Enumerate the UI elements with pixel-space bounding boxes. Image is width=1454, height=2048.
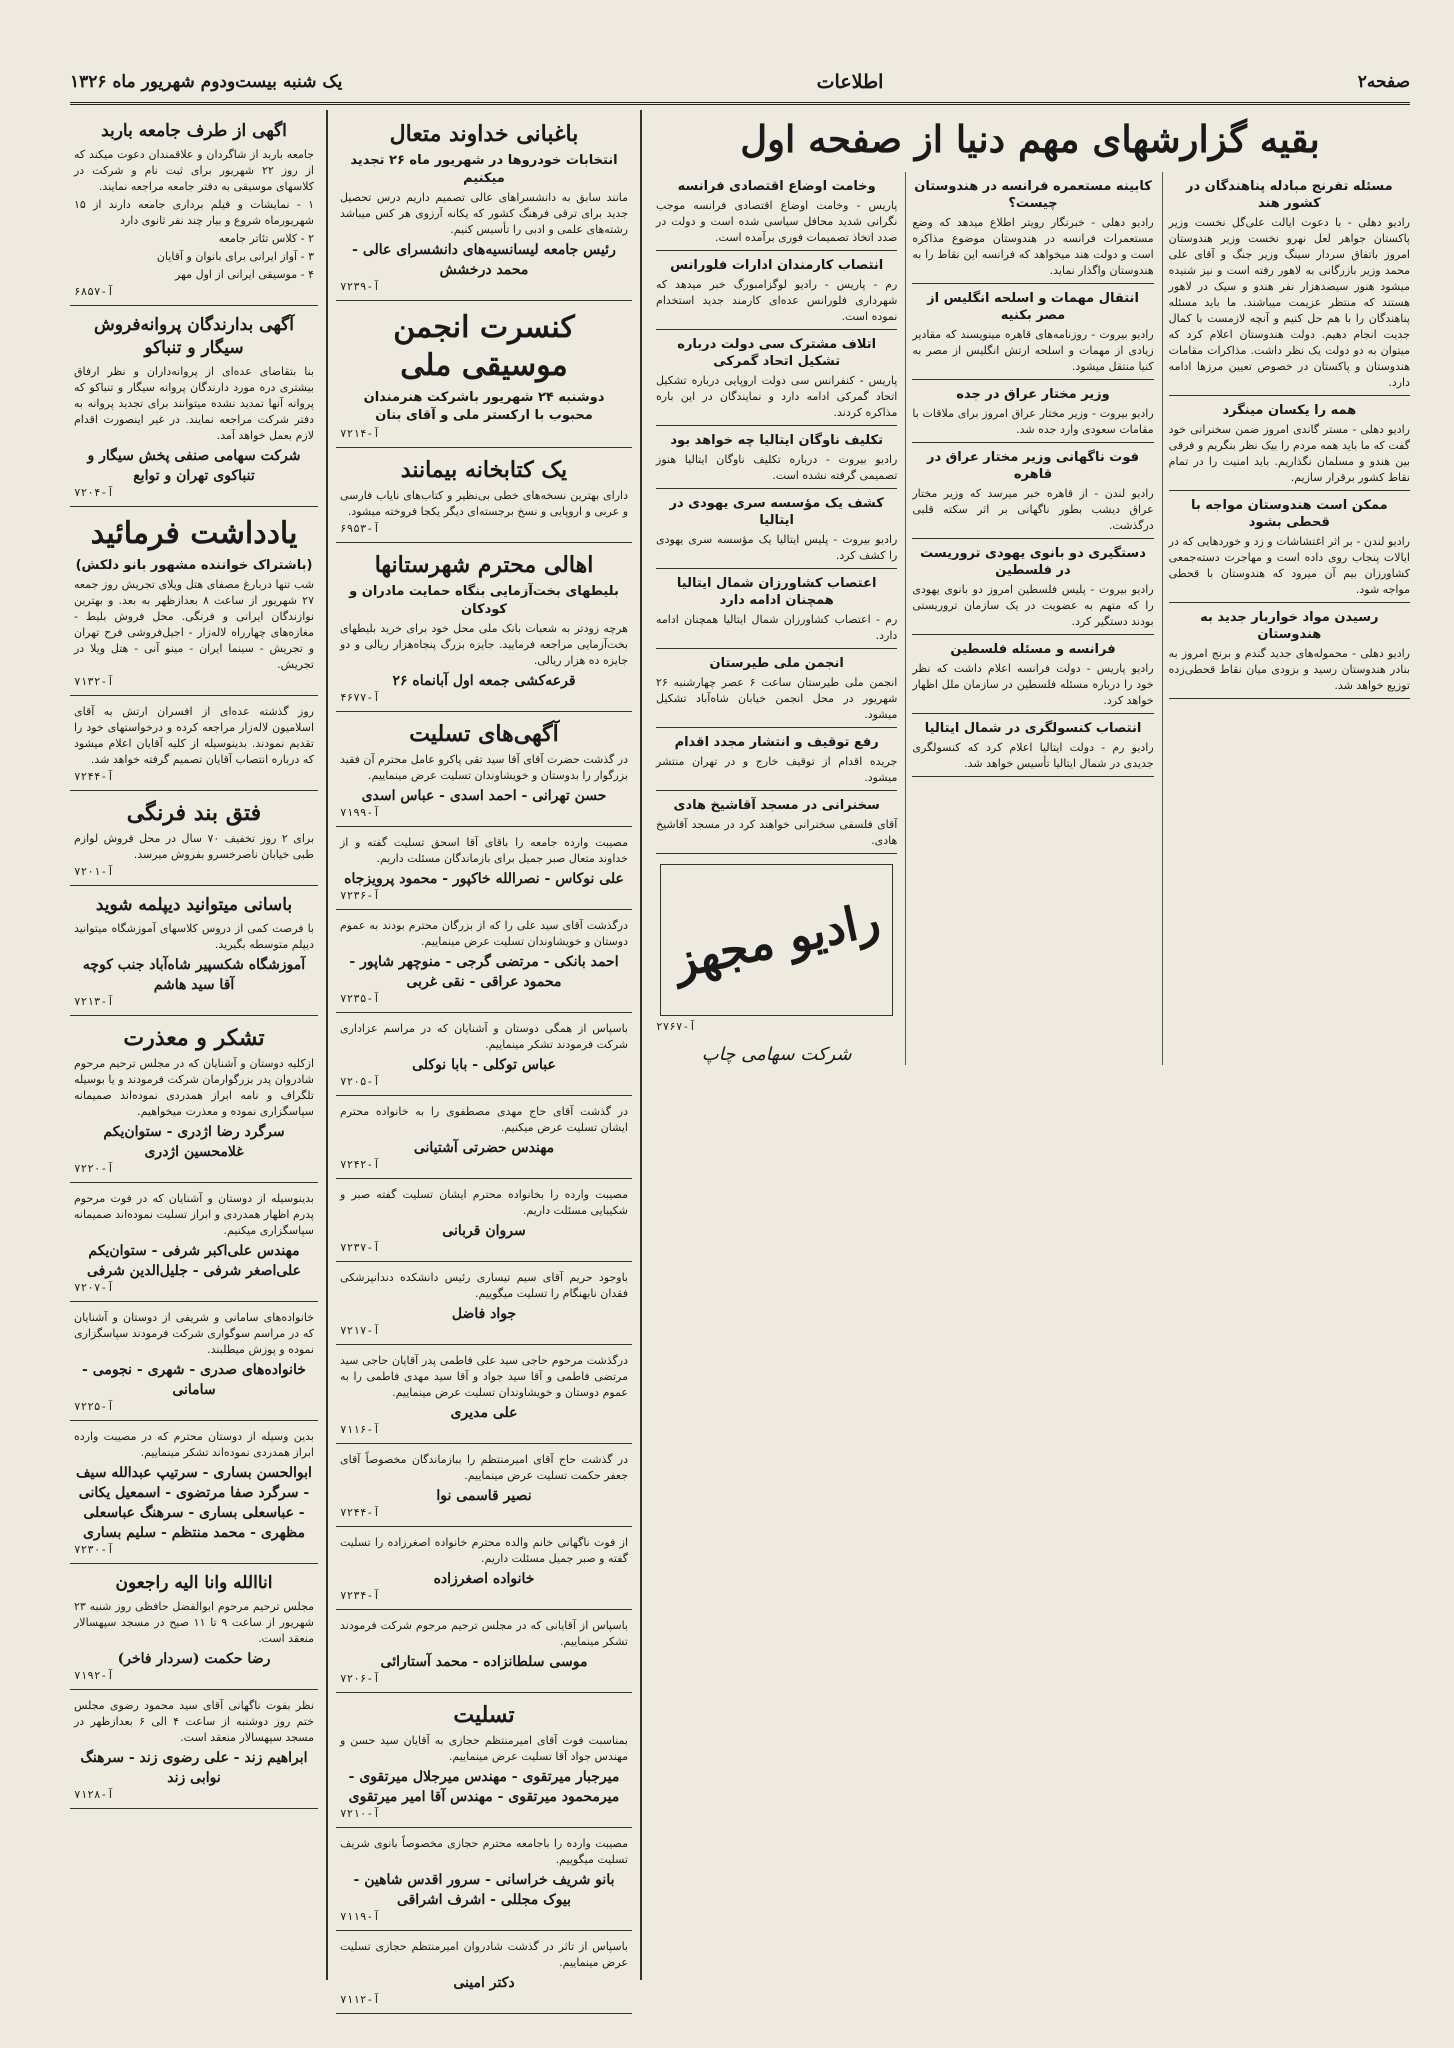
newspaper-name: اطلاعات xyxy=(816,71,884,93)
news-item-body: رادیو لندن - از قاهره خبر میرسد که وزیر مختار عراق دیشب بطور ناگهانی بر اثر سکته قلبی درگذشت. xyxy=(912,487,1154,532)
ad-subtitle: انتخابات خودروها در شهریور ماه ۲۶ تجدید میکنیم xyxy=(350,153,618,186)
news-column-b xyxy=(905,172,1153,1065)
news-column-c xyxy=(650,172,897,1065)
news-item-body: آقای فلسفی سخنرانی خواهند کرد در مسجد آقاشیخ هادی. xyxy=(656,818,898,847)
ad-signature: میرجبار میرتقوی - مهندس میرجلال میرتقوی - میرمحمود میرتقوی - مهندس آقا امیر میرتقوی xyxy=(348,1769,620,1805)
news-item-body: رادیو پاریس - دولت فرانسه اعلام داشت که نظر خود را درباره مسئله فلسطین در سازمان ملل اظهار خواهد کرد. xyxy=(912,662,1154,707)
ad-list-item: ۲ - کلاس تئاتر جامعه xyxy=(218,232,314,245)
news-item-title: رسیدن مواد خواربار جدید به هندوستان xyxy=(1200,610,1379,642)
ad-text: نظر بفوت ناگهانی آقای سید محمود رضوی مجلس ختم روز دوشنبه از ساعت ۴ الی ۶ بعدازظهر در مسجد سپهسالار منعقد است. xyxy=(74,1699,315,1744)
news-item-title: وخامت اوضاع اقتصادی فرانسه xyxy=(677,179,876,194)
ad-code: آ-۷۱۱۲ xyxy=(340,1993,380,2006)
news-item-title: فوت ناگهانی وزیر مختار عراق در قاهره xyxy=(927,450,1139,482)
ad-text: مصیبت وارده را بخانواده محترم ایشان تسلیت گفته صبر و شکیبایی مسئلت داریم. xyxy=(340,1188,628,1217)
news-column-a xyxy=(1162,172,1410,1065)
ad-text: بدین وسیله از دوستان محترم که در مصیبت وارده ابراز همدردی نموده‌اند تشکر مینماییم. xyxy=(74,1430,314,1459)
issue-date: یک شنبه بیست‌ودوم شهریور ماه ۱۳۲۶ xyxy=(70,72,343,92)
ad-text: با فرصت کمی از دروس کلاسهای آموزشگاه میتوانید دیپلم متوسطه بگیرید. xyxy=(74,922,314,951)
ad-text: ازکلیه دوستان و آشنایان که در مجلس ترحیم مرحوم شادروان پدر بزرگوارمان شرکت فرمودند و یا بوسیله تلگراف و نامه ابراز همدردی نموده‌اند صمیمانه سپاسگزاری نموده و معذرت میخواهیم. xyxy=(74,1057,314,1118)
ad-text: مجلس ترحیم مرحوم ابوالفضل حافظی روز شنبه ۲۳ شهریور از ساعت ۹ تا ۱۱ صبح در مسجد سپهسالار منعقد است. xyxy=(74,1600,314,1645)
print-company-caption: شرکت سهامی چاپ xyxy=(701,1044,852,1065)
ad-text: برای ۲ روز تخفیف ۷۰ سال در محل فروش لوازم طبی خیابان ناصرخسرو بفروش میرسد. xyxy=(74,832,315,861)
masthead xyxy=(70,62,1410,105)
ad-title: آگهی بدارندگان پروانه‌فروش سیگار و تنباکو xyxy=(93,315,294,358)
news-columns xyxy=(650,172,1410,1065)
news-item-body: رادیو لندن - بر اثر اغتشاشات و زد و خوردهایی که در ایالات پنجاب روی داده است و مهاجرت دسته‌جمعی کشاورزان بیم آن میرود که هندوستان با قحطی مواجه شود. xyxy=(1168,535,1410,596)
item-divider xyxy=(656,790,897,791)
ad-code: آ-۷۲۱۰ xyxy=(340,1807,380,1820)
ad-list-item: ۳ - آواز ایرانی برای بانوان و آقایان xyxy=(156,250,314,263)
news-item-body: رادیو دهلی - مستر گاندی امروز ضمن سخنرانی خود گفت که ما باید همه مردم را بیک نظر بنگریم و فرقی بین هندو و مسلمان نگذاریم. باید امنیت را در تمام نقاط کشور برقرار سازیم. xyxy=(1168,423,1410,484)
ad-signature: علی مدیری xyxy=(450,1405,518,1421)
ad-code: آ-۷۱۱۶ xyxy=(340,1423,380,1436)
ad-text: دارای بهترین نسخه‌های خطی بی‌نظیر و کتاب‌های نایاب فارسی و عربی و اروپایی و نسخ برجسته‌ای دیگر یکجا فروخته میشود. xyxy=(340,489,628,518)
item-divider xyxy=(912,713,1153,714)
ad-text: بنا بتقاضای عده‌ای از پروانه‌داران و نظر ارفاق بیشتری دره‌ مورد دارندگان پروانه سیگار و تنباکو که پروانه آنها تمدید نشده میتوانند برای تجدید پروانه به دفتر شرکت مراجعه نمایند. در غیر اینصورت اقدام لازم بعمل خواهد آمد. xyxy=(74,365,314,442)
ad-title: تشکر و معذرت xyxy=(123,1025,265,1051)
ad-code: آ-۷۲۱۴ xyxy=(340,427,380,440)
ad-signature: نصیر قاسمی نوا xyxy=(436,1488,532,1504)
ad-code: آ-۷۲۲۰ xyxy=(74,1162,114,1175)
ad-signature: رضا حکمت (سردار فاخر) xyxy=(117,1651,271,1667)
news-item-body: رادیو دهلی - خبرنگار رویتر اطلاع میدهد که وضع مستعمرات فرانسه در هندوستان موضوع مذاکره است و دولت هند میخواهد که فرانسه این نقاط را به هندوستان واگذار نماید. xyxy=(912,216,1154,277)
ad-text: بدینوسیله از دوستان و آشنایان که در فوت مرحوم پدرم اظهار همدردی و ابراز تسلیت نموده‌اند صمیمانه سپاسگزاری میکنیم. xyxy=(74,1192,314,1237)
item-divider xyxy=(656,727,897,728)
ad-code: آ-۷۲۳۷ xyxy=(340,1241,380,1254)
news-item-title: انجمن ملی طیرستان xyxy=(709,656,844,671)
ad-code: آ-۷۲۳۹ xyxy=(340,280,380,293)
ad-signature: قرعه‌کشی جمعه اول آبانماه ۲۶ xyxy=(392,673,576,689)
ad-signature: موسی سلطانزاده - محمد آستارائی xyxy=(380,1654,588,1670)
news-item-body: پاریس - کنفرانس سی دولت اروپایی درباره تشکیل اتحاد گمرکی ادامه دارد و نمایندگان در این باره مذاکره کردند. xyxy=(656,374,898,419)
ad-box xyxy=(70,1016,318,1183)
ad-code: آ-۲۷۶۷ xyxy=(656,1020,696,1033)
ad-signature: علی نوکاس - نصرالله خاکپور - محمود پرویزجاه xyxy=(344,871,624,887)
ad-box xyxy=(70,1302,318,1421)
ad-text: جامعه باربد از شاگردان و علاقمندان دعوت میکند که از روز ۲۲ شهریور برای ثبت نام و شرکت در کلاسهای موسیقی به دفتر جامعه مراجعه نمایند. xyxy=(74,148,314,193)
news-item-title: تکلیف ناوگان ایتالیا چه خواهد بود xyxy=(670,433,883,448)
news-item-title: انتقال مهمات و اسلحه انگلیس از مصر بکنیه xyxy=(927,291,1139,323)
ad-box xyxy=(336,1444,632,1527)
ad-text: مصیبت وارده جامعه را باقای آقا اسحق تسلیت گفته و از خداوند متعال صبر جمیل برای بازماندگان مسئلت داریم. xyxy=(340,836,628,865)
ad-code: آ-۷۲۳۵ xyxy=(340,992,380,1005)
news-item-title: رفع توقیف و انتشار مجدد اقدام xyxy=(674,735,879,750)
news-item-title: کابینه مستعمره فرانسه در هندوستان چیست؟ xyxy=(914,179,1152,211)
ad-signature: بانو شریف خراسانی - سرور اقدس شاهین - بیوک مجللی - اشرف اشراقی xyxy=(353,1872,615,1908)
ad-box xyxy=(70,306,318,507)
ad-box xyxy=(336,1345,632,1444)
news-item-title: انتصاب کنسولگری در شمال ایتالیا xyxy=(924,721,1142,736)
ad-signature: مهندس علی‌اکبر شرفی - ستوان‌یکم علی‌اصغر شرفی - جلیل‌الدین شرفی xyxy=(86,1243,302,1279)
news-section xyxy=(650,112,1410,1982)
item-divider xyxy=(656,853,897,854)
ad-box xyxy=(336,448,632,543)
ad-code: آ-۷۲۱۷ xyxy=(340,1324,380,1337)
ad-box xyxy=(70,1690,318,1809)
ad-text: درگذشت مرحوم حاجی سید علی فاطمی پدر آقایان حاجی سید مرتضی فاطمی و آقا سید جواد و آقا سید مهدی فاطمی را به عموم دوستان و خویشاوندان تسلیت عرض مینماییم. xyxy=(340,1354,628,1399)
ad-box xyxy=(70,1564,318,1690)
item-divider xyxy=(912,379,1153,380)
ad-text: مانند سابق به دانشسراهای عالی تصمیم داریم درس تحصیل جدید برای ترقی فرهنگ کشور که یکانه آرزوی هر کس میباشد رشته‌های علمی و ادبی را تأسیس کنیم. xyxy=(340,191,628,236)
ad-signature: حسن تهرانی - احمد اسدی - عباس اسدی xyxy=(361,788,607,804)
item-divider xyxy=(1169,602,1410,603)
ad-text: باوجود حریم آقای سیم تیساری رئیس دانشکده دندانپزشکی فقدان نابهنگام را تسلیت میگوییم. xyxy=(340,1271,628,1300)
ad-title: اگهی از طرف جامعه باربد xyxy=(101,121,287,141)
ad-box xyxy=(70,886,318,1016)
ad-box xyxy=(336,1262,632,1345)
ad-code: آ-۷۲۰۵ xyxy=(340,1075,380,1088)
news-item-title: سخنرانی در مسجد آقاشیخ هادی xyxy=(673,798,880,813)
news-item-body: رادیو بیروت - درباره تکلیف ناوگان ایتالیا هنوز تصمیمی گرفته نشده است. xyxy=(656,453,898,482)
ad-text: روز گذشته عده‌ای از افسران ارتش به آقای اسلامیون لاله‌زار مراجعه کرده و درخواستهای خود را تقدیم نمودند. بدینوسیله از کلیه آقایان اعلام میشود که درباره انتصاب آقایان تصمیم گرفته خواهد شد. xyxy=(74,705,314,766)
news-item-body: رم - اعتصاب کشاورزان شمال ایتالیا همچنان ادامه دارد. xyxy=(656,613,898,642)
ad-code: آ-۷۱۲۸ xyxy=(74,1788,114,1801)
ad-title: اناالله وانا الیه راجعون xyxy=(115,1573,273,1593)
ad-signature: رئیس جامعه لیسانسیه‌های دانشسرای عالی - محمد درخشش xyxy=(352,242,616,278)
ad-text: درگذشت آقای سید علی را که از بزرگان محترم بودند به عموم دوستان و خویشاوندان تسلیت عرض مینماییم. xyxy=(340,919,628,948)
ad-title: کنسرت انجمن موسیقی ملی xyxy=(393,310,575,383)
ad-code: آ-۷۲۰۴ xyxy=(74,486,114,499)
ad-box xyxy=(336,1931,632,2014)
ad-signature: ابراهیم زند - علی رضوی زند - سرهنگ نوابی زند xyxy=(80,1750,308,1786)
ad-code: آ-۷۲۰۱ xyxy=(74,865,114,878)
ad-list-item: ۱ - نمایشات و فیلم برداری جامعه دارند از ۱۵ شهریورماه شروع و بیار چند نفر ثانوی دارد xyxy=(74,198,314,227)
news-item-title: انتصاب کارمندان ادارات فلورانس xyxy=(670,258,884,273)
ad-box xyxy=(336,1828,632,1931)
item-divider xyxy=(1169,395,1410,396)
ad-box xyxy=(336,910,632,1013)
ad-list-item: ۴ - موسیقی ایرانی از اول مهر xyxy=(175,268,314,281)
ad-code: آ-۷۲۴۴ xyxy=(74,770,114,783)
news-item-body: جریده اقدام از توقیف خارج و در تهران منتشر میشود. xyxy=(656,755,898,784)
item-divider xyxy=(656,425,897,426)
ad-signature: دکتر امینی xyxy=(453,1975,515,1991)
news-item-body: پاریس - وخامت اوضاع اقتصادی فرانسه موجب نگرانی شدید محافل سیاسی شده است و دولت در صدد اتخاذ تصمیمات فوری برآمده است. xyxy=(656,199,898,244)
ad-signature: مهندس حضرتی آشتیانی xyxy=(413,1140,555,1156)
ad-signature: شرکت سهامی صنفی پخش سیگار و تنباکوی تهران و توابع xyxy=(87,448,301,484)
news-item-body: انجمن ملی طیرستان ساعت ۶ عصر چهارشنبه ۲۶ شهریور در محل انجمن خیابان شاه‌آباد تشکیل میشود. xyxy=(656,676,898,721)
ad-code: آ-۷۲۴۲ xyxy=(340,1158,380,1171)
ad-box xyxy=(336,543,632,712)
ad-subtitle: (باشتراک خواننده مشهور بانو دلکش) xyxy=(75,558,313,573)
ad-box xyxy=(336,712,632,827)
logo-text: رادیو مجهز xyxy=(668,891,885,989)
ad-signature: سروان قربانی xyxy=(442,1223,526,1239)
ad-title: باغبانی خداوند متعال xyxy=(389,121,579,147)
ad-signature: احمد بانکی - مرتضی گرجی - منوچهر شاپور - محمود عراقی - نقی غربی xyxy=(349,954,619,990)
ad-box xyxy=(70,791,318,886)
news-item-title: کشف یک مؤسسه سری یهودی در ایتالیا xyxy=(669,496,884,528)
item-divider xyxy=(656,250,897,251)
ad-code: آ-۷۱۹۲ xyxy=(74,1669,114,1682)
ad-text: باسپاس از تاثر در گذشت شادروان امیرمنتظم حجازی تسلیت عرض مینماییم. xyxy=(340,1940,628,1969)
ad-code: آ-۷۲۰۷ xyxy=(74,1281,114,1294)
ad-text: از فوت ناگهانی خانم والده محترم خانواده اصغرزاده را تسلیت گفته و صبر جمیل مسئلت داریم. xyxy=(340,1536,628,1565)
ad-signature: ابوالحسن بساری - سرتیپ عبدالله سیف - سرگرد صفا مرتضوی - اسمعیل یکانی - عباسعلی بساری - سرهنگ عباسعلی مظهری - محمد منتظم - سلیم بساری xyxy=(76,1465,312,1541)
ad-box xyxy=(70,696,318,791)
news-item-title: وزیر مختار عراق در جده xyxy=(956,387,1110,402)
ad-code: آ-۷۲۳۴ xyxy=(340,1589,380,1602)
ad-box xyxy=(336,1693,632,1828)
news-item-title: همه را یکسان مینگرد xyxy=(1222,403,1357,418)
ad-code: آ-۷۲۴۴ xyxy=(340,1506,380,1519)
item-divider xyxy=(1169,490,1410,491)
item-divider xyxy=(656,648,897,649)
ad-signature: سرگرد رضا اژدری - ستوان‌یکم غلامحسین اژدری xyxy=(103,1124,285,1160)
ad-title: تسلیت xyxy=(453,1702,515,1728)
ad-box xyxy=(336,827,632,910)
ad-text: در گذشت حضرت آقای آقا سید تقی پاکرو عامل محترم آن فقید بزرگوار را بدوستان و خویشاوندان تسلیت عرض مینماییم. xyxy=(340,753,628,782)
news-headline: بقیه گزارشهای مهم دنیا از صفحه اول xyxy=(740,117,1320,161)
ad-code: آ-۷۲۳۶ xyxy=(340,889,380,902)
ad-code: آ-۷۱۱۹ xyxy=(340,1910,380,1923)
ad-code: آ-۷۲۰۶ xyxy=(340,1672,380,1685)
news-item-title: ممکن است هندوستان مواجه با قحطی بشود xyxy=(1190,498,1388,530)
ad-code: آ-۷۲۱۳ xyxy=(74,995,114,1008)
item-divider xyxy=(912,538,1153,539)
item-divider xyxy=(912,442,1153,443)
item-divider xyxy=(1169,698,1410,699)
ad-signature: آموزشگاه شکسپیر شاه‌آباد جنب کوچه آقا سید هاشم xyxy=(82,957,306,993)
ad-text: خانواده‌های سامانی و شریفی از دوستان و آشنایان که در مراسم سوگواری شرکت فرمودند سپاسگزاری نموده و پوزش میطلبند. xyxy=(74,1311,314,1356)
ad-box xyxy=(336,112,632,301)
item-divider xyxy=(912,283,1153,284)
ad-title: باسانی میتوانید دیپلمه شوید xyxy=(95,895,293,915)
ad-code: آ-۷۱۳۲ xyxy=(74,675,114,688)
ad-box xyxy=(336,1610,632,1693)
ad-subtitle: بلیطهای بخت‌آزمایی بنگاه حمایت مادران و کودکان xyxy=(349,584,619,617)
column-separator xyxy=(640,110,642,1980)
ad-text: شب تنها دربارغ مصفای هتل ویلای تجریش روز جمعه ۲۷ شهریور از ساعت ۸ بعدازظهر به بعد. و بهترین نوازندگان ایرانی و فرنگی. محل فروش بلیط - مغازه‌های چهارراه لاله‌زار - اجیل‌فروشی فرح تهران و تجریش - سینما ایران - مینو آنی - هتل ویلا در تجریش. xyxy=(74,578,314,671)
ad-title: فتق بند فرنگی xyxy=(126,800,262,826)
middle-ads-column xyxy=(336,112,632,2006)
column-separator xyxy=(326,110,328,1980)
news-item-title: مسئله تفرنج مبادله پناهندگان در کشور هند xyxy=(1185,179,1393,211)
item-divider xyxy=(656,568,897,569)
ad-title: اهالی محترم شهرستانها xyxy=(374,552,594,578)
ad-box xyxy=(336,1013,632,1096)
ad-title: یادداشت فرمائید xyxy=(90,516,298,551)
ad-code: آ-۴۶۷۷ xyxy=(340,691,380,704)
left-ads-column xyxy=(70,112,318,1982)
item-divider xyxy=(912,776,1153,777)
news-item-body: رادیو بیروت - وزیر مختار عراق امروز برای ملاقات با مقامات سعودی وارد جده شد. xyxy=(912,407,1154,436)
ad-title: آگهی‌های تسلیت xyxy=(409,721,559,747)
news-item-title: دستگیری دو بانوی یهودی تروریست در فلسطین xyxy=(920,546,1146,578)
item-divider xyxy=(656,488,897,489)
ad-box xyxy=(336,1527,632,1610)
page-number: صفحه۲ xyxy=(1357,72,1410,92)
ad-text: هرچه زودتر به شعبات بانک ملی محل خود برای خرید بلیطهای بخت‌آزمایی مراجعه فرمایید. جایزه بزرگ پنجاه‌هزار ریالی و دو جایزه ده هزار ریالی. xyxy=(340,622,628,667)
ad-box xyxy=(70,1183,318,1302)
news-item-body: رادیو بیروت - پلیس ایتالیا یک مؤسسه سری یهودی را کشف کرد. xyxy=(656,533,898,562)
item-divider xyxy=(912,634,1153,635)
ad-code: آ-۶۹۵۳ xyxy=(340,522,380,535)
news-item-title: اعتصاب کشاورزان شمال ایتالیا همچنان ادامه دارد xyxy=(676,576,877,608)
news-item-body: رادیو رم - دولت ایتالیا اعلام کرد که کنسولگری جدیدی در شمال ایتالیا تأسیس خواهد شد. xyxy=(912,741,1154,770)
ad-code: آ-۷۱۹۹ xyxy=(340,806,380,819)
news-item-title: فرانسه و مسئله فلسطین xyxy=(950,642,1116,657)
advertiser-logo xyxy=(660,864,893,1016)
ad-signature: خانواده‌های صدری - شهری - نجومی - سامانی xyxy=(82,1362,306,1398)
ad-box xyxy=(70,1421,318,1564)
news-item-body: رادیو دهلی - محموله‌های جدید گندم و برنج امروز به بنادر هندوستان رسید و بزودی میان نقاط قحطی‌زده توزیع خواهد شد. xyxy=(1168,647,1410,692)
ad-box xyxy=(336,1179,632,1262)
ad-box xyxy=(70,507,318,696)
ad-box xyxy=(336,1096,632,1179)
ad-box xyxy=(336,301,632,448)
ad-text: در گذشت حاج آقای امیرمنتظم را ببازماندگان مخصوصاً آقای جعفر حکمت تسلیت عرض مینماییم. xyxy=(340,1453,628,1482)
item-divider xyxy=(656,329,897,330)
news-item-body: رادیو بیروت - پلیس فلسطین امروز دو بانوی یهودی را که متهم به عضویت در یک سازمان تروریستی بودند دستگیر کرد. xyxy=(912,583,1154,628)
ad-code: آ-۷۲۳۰ xyxy=(74,1543,114,1556)
ad-text: باسپاس از آقایانی که در مجلس ترحیم مرحوم شرکت فرمودند تشکر مینماییم. xyxy=(340,1619,628,1648)
ad-subtitle: دوشنبه ۲۴ شهریور باشرکت هنرمندان محبوب با ارکستر ملی و آقای بنان xyxy=(363,390,605,423)
ad-text: مصیبت وارده را باجامعه محترم حجازی مخصوصاً بانوی شریف تسلیت میگوییم. xyxy=(340,1837,628,1866)
news-item-body: رادیو دهلی - با دعوت ایالت علی‌گل نخست وزیر پاکستان جواهر لعل نهرو نخست وزیر هندوستان امروز باتفاق سردار سینگ وزیر جنگ و آقای علی محمد وزیر بازرگانی به لاهور رفته است و نیز شنیده میشود هنوز سیصدهزار نفر هندو و سیک در لاهور هستند که منتظر عزیمت میباشند. ما باید مسئله پناهندگان را با هم حل کنیم و آنچه لازمست با کمال جدیت انجام دهیم. دولت هندوستان اعلام کرد که میتوان به دو دولت یک نظر داشت. مذاکرات مقامات هندوستان و پاکستان در خصوص تعیین مرزها ادامه دارد. xyxy=(1168,216,1410,389)
news-item-body: رادیو بیروت - روزنامه‌های قاهره مینویسند که مقادیر زیادی از مهمات و اسلحه ارتش انگلیس از مصر به کنیا منتقل میشود. xyxy=(912,328,1154,373)
ad-text: بمناسبت فوت آقای امیرمنتظم حجازی به آقایان سید حسن و مهندس جواد آقا تسلیت عرض مینماییم. xyxy=(340,1734,628,1763)
ad-box xyxy=(70,112,318,306)
ad-title: یک کتابخانه بیمانند xyxy=(400,457,568,483)
news-item-body: رم - پاریس - رادیو لوگزامبورگ خبر میدهد که شهرداری فلورانس عده‌ای کارمند جدید استخدام نموده است. xyxy=(656,278,898,323)
news-item-title: اتلاف مشترک سی دولت درباره تشکیل اتحاد گمرکی xyxy=(677,337,877,369)
ad-signature: خانواده اصغرزاده xyxy=(433,1571,535,1587)
ad-text: در گذشت آقای حاج مهدی مصطفوی را به خانواده محترم ایشان تسلیت عرض میکنیم. xyxy=(340,1105,628,1134)
ad-signature: جواد فاضل xyxy=(451,1306,517,1322)
ad-code: آ-۷۲۲۵ xyxy=(74,1400,114,1413)
ad-signature: عباس توکلی - بابا نوکلی xyxy=(412,1057,556,1073)
ad-text: باسپاس از همگی دوستان و آشنایان که در مراسم عزاداری شرکت فرمودند تشکر مینماییم. xyxy=(340,1022,628,1051)
ad-code: آ-۶۸۵۷ xyxy=(74,285,114,298)
